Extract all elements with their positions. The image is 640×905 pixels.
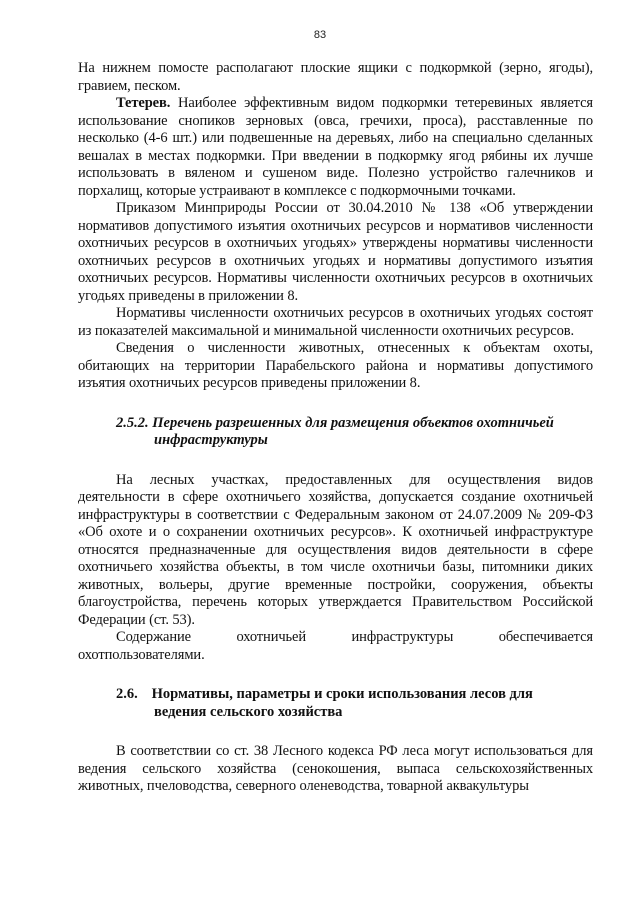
spacer bbox=[78, 450, 593, 472]
paragraph: Нормативы численности охотничьих ресурсов в охотничьих угодьях состоят из показателей максимальной и минимальной численности охотничьих ресурсов. bbox=[78, 305, 593, 339]
spacer bbox=[78, 664, 593, 686]
section-heading bbox=[78, 686, 593, 721]
paragraph-text: Наиболее эффективным видом подкормки тетеревиных является использование снопиков зерновых (овса, гречихи, проса), расставленные по несколько (4-6 шт.) или подвешенные на деревьях, либо на специально сделанных вешалах в местах подкормки. При введении в подкормку ягод рябины их лучше использовать в вяленом и сушеном виде. Полезно устройство галечников и порхалищ, которые устраивают в комплексе с подкормочными точками. bbox=[78, 95, 593, 199]
page-number: 83 bbox=[313, 29, 327, 41]
section-title-line: инфраструктуры bbox=[154, 432, 268, 448]
page-body bbox=[78, 60, 593, 796]
paragraph: На нижнем помосте располагают плоские ящики с подкормкой (зерно, ягоды), гравием, песком. bbox=[78, 60, 593, 94]
paragraph bbox=[78, 95, 593, 200]
paragraph: Содержание охотничьей инфраструктуры обеспечивается охотпользователями. bbox=[78, 629, 593, 663]
paragraph: На лесных участках, предоставленных для осуществления видов деятельности в сфере охотничьего хозяйства, допускается создание охотничьей инфраструктуры в соответствии с Федеральным законом от 24.07.2009 № 209-ФЗ «Об охоте и о сохранении охотничьих ресурсов». К охотничьей инфраструктуре относятся предназначенные для осуществления видов деятельности в сфере охотничьего хозяйства объекты, в том числе охотничьи базы, питомники диких животных, вольеры, другие временные постройки, сооружения, объекты благоустройства, перечень которых утверждается Правительством Российской Федерации (ст. 53). bbox=[78, 471, 593, 628]
paragraph-lead: Тетерев. bbox=[116, 95, 171, 111]
section-number: 2.5.2. bbox=[116, 414, 149, 431]
paragraph: Приказом Минприроды России от 30.04.2010 № 138 «Об утверждении нормативов допустимого изъятия охотничьих ресурсов и нормативов численности охотничьих ресурсов в охотничьих угодьях» утверждены нормативы численности охотничьих ресурсов в охотничьих угодьях и нормативы допустимого изъятия охотничьих ресурсов. Нормативы численности охотничьих ресурсов в охотничьих угодьях приведены в приложении 8. bbox=[78, 200, 593, 304]
paragraph: В соответствии со ст. 38 Лесного кодекса РФ леса могут использоваться для ведения сельского хозяйства (сенокошения, выпаса сельскохозяйственных животных, пчеловодства, северного оленеводства, товарной аквакультуры bbox=[78, 743, 593, 794]
spacer bbox=[78, 721, 593, 743]
section-heading bbox=[78, 415, 593, 450]
section-title-line: ведения сельского хозяйства bbox=[154, 703, 343, 720]
section-title-line: Перечень разрешенных для размещения объектов охотничьей bbox=[152, 414, 554, 431]
paragraph: Сведения о численности животных, отнесенных к объектам охоты, обитающих на территории Парабельского района и нормативы допустимого изъятия охотничьих ресурсов приведены приложении 8. bbox=[78, 340, 593, 391]
section-title-line: Нормативы, параметры и сроки использования лесов для bbox=[151, 686, 533, 702]
spacer bbox=[78, 393, 593, 415]
section-number: 2.6. bbox=[116, 686, 138, 702]
